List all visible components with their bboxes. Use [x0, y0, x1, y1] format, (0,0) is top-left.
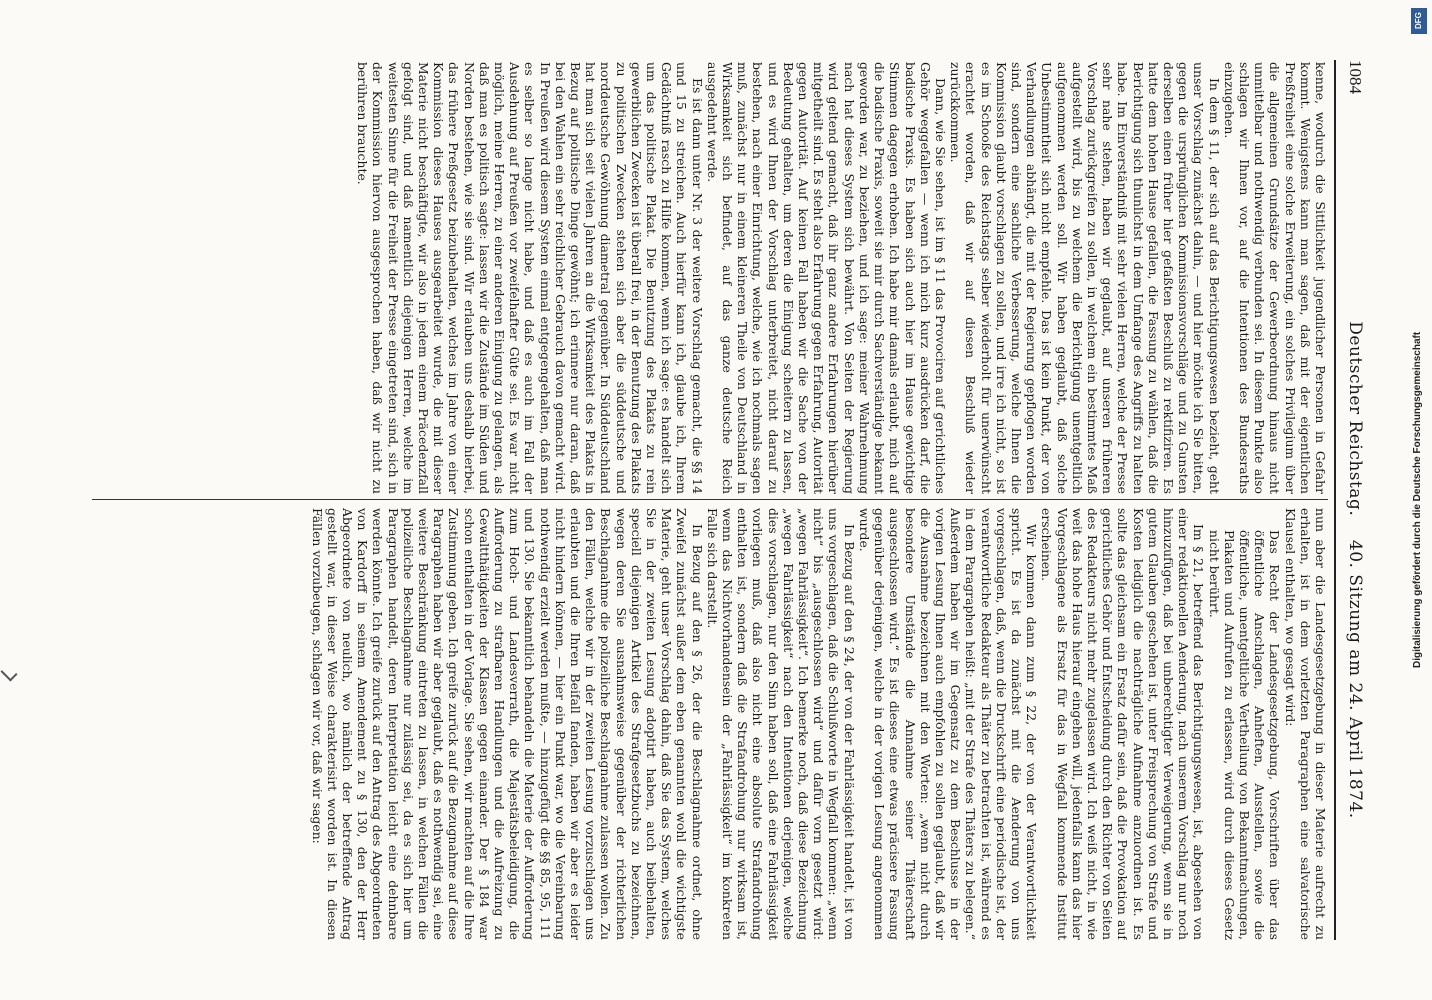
journal-title: Deutscher Reichstag. [1345, 321, 1365, 517]
running-title [1345, 320, 1365, 820]
header-rule [1334, 60, 1336, 940]
paragraph: In dem § 11, der sich auf das Berichtigungswesen bezieht, geht unser Vorschlag zunächst dahin, — und hier möchte ich Sie bitten, gegen die ursprünglichen Kommissionsvorschläge und zu Gunsten derselben einen früher hier gefaßten Beschluß zu rektifiziren. Es hatte dem hohen Hause gefallen, die Fassung zu wählen, daß die Berichtigung sich thunlichst in dem Umfange des Angriffs zu halten habe. Im Einverständniß mit sehr vielen Herren, welche der Presse sehr nahe stehen, haben wir geglaubt, auf unseren früheren Vorschlag zurückgreifen zu sollen, in welchem ein bestimmtes Maß aufgestellt wird, bis zu welchem die Berichtigung unentgeltlich aufgenommen werden soll. Wir haben geglaubt, daß solche Unbestimmtheit sich nicht empfehle. Das ist kein Punkt, der von Verhandlungen abhängt, die mit der Regierung gepflogen worden sind, sondern eine sachliche Verbesserung, welche Ihnen die Kommission glaubt vorschlagen zu sollen, und irre ich nicht, so ist es im Schooße des Reichstags selber wiederholt für unerwünscht erachtet worden, daß wir auf diesen Beschluß wieder zurückkommen. [948, 62, 1222, 494]
right-column [90, 508, 1328, 940]
credit-text: Digitalisierung gefördert durch die Deutsche Forschungsgemeinschaft [1412, 331, 1423, 669]
left-column [90, 62, 1328, 494]
quoted-clause: Das Recht der Landesgesetzgebung, Vorschriften über das öffentliche Anschlagen, Anheften, Ausstellen, sowie die öffentliche, unentgeltliche Vertheilung von Bekanntmachungen, Plakaten und Aufrufen zu erlassen, wird durch dieses Gesetz nicht berührt. [1206, 530, 1283, 940]
paragraph: kenne, wodurch die Sittlichkeit jugendlicher Personen in Gefahr kommt. Wenigstens kann man sagen, daß mit der eigentlichen Preßfreiheit eine solche Erweiterung, ein solches Privilegium über die allgemeinen Grundsätze der Gewerbeordnung hinaus nicht unmittelbar und nothwendig verbunden sei. In diesem Punkte also schlagen wir Ihnen vor, auf die Intentionen des Bundesraths einzugehen. [1221, 62, 1328, 494]
dfg-badge: DFG [1411, 8, 1427, 34]
paragraph: In Bezug auf den § 26, der die Beschlagnahme ordnet, ohne Zweifel zunächst außer dem eben genannten wohl die wichtigste Materie, geht unser Vorschlag dahin, daß Sie das System, welches Sie in der zweiten Lesung adoptirt haben, auch beibehalten, speciell diejenigen Artikel des Strafgesetzbuchs zu bezeichnen, wegen deren Sie ausnahmsweise gegenüber der richterlichen Beschlagnahme die polizeiliche Beschlagnahme zulassen wollen. Zu den Fällen, welche wir in der zweiten Lesung vorzuschlagen uns erlaubten und die Ihren Beifall fanden, haben wir aber es leider nicht hindern können, — hier ein Punkt war, wo die Vereinbarung nothwendig erzielt werden mußte, — hinzugefügt die §§ 85, 95, 111 und 130. Sie bekanntlich behandeln die Materie der Aufforderung zum Hoch- und Landesverrath, die Majestätsbeleidigung, die Aufforderung zu strafbaren Handlungen und die Aufreizung zu Gewaltthätigkeiten der Klassen gegen einander. Der § 184 war schon enthalten in der Vorlage. Sie sehen, wir machten auf die Ihre Zustimmung geben. Ich greife zurück auf die Bezugnahme auf diese Paragraphen haben wir aber geglaubt, daß es nothwendig sei, eine weitere Beschränkung eintreten zu lassen, in welchen Fällen die polizeiliche Beschlagnahme nur zulässig sei, da es sich hier um Paragraphen handelt, deren Interpretation leicht eine dehnbare werden könnte. Ich greife zurück auf den Antrag des Abgeordneten von Kardorff in seinem Amendement zu § 130, den der Herr Abgeordnete von neulich, wo nämlich der betreffende Antrag gestellt war, in dieser Weise charakterisirt worden ist. In diesen Fällen vorzubeugen, schlagen wir vor, daß wir sagen: [309, 508, 705, 940]
paragraph: Im § 21, betreffend das Berichtigungswesen, ist, abgesehen von einer redaktionellen Aenderung, nach unserem Vorschlag nur noch hinzuzufügen, daß bei unberechtigter Verweigerung, wenn sie in gutem Glauben geschehen ist, unter Freisprechung von Strafe und Kosten lediglich die nachträgliche Aufnahme anzuordnen ist. Es sollte das gleichsam ein Ersatz dafür sein, daß die Provokation auf gerichtliches Gehör und Entscheidung durch den Richter von Seiten des Redakteurs nicht mehr zugelassen wird. Ich weiß nicht, in wie weit das hohe Haus hierauf eingehen will, jedenfalls kann das hier Vorgeschlagene als Ersatz für das in Wegfall kommende Institut erscheinen. [1039, 508, 1207, 940]
paragraph: Wir kommen dann zum § 22, der von der Verantwortlichkeit spricht. Es ist da zunächst mit die Aenderung von uns vorgeschlagen, daß, wenn die Druckschrift eine periodische ist, der verantwortliche Redakteur als Thäter zu betrachten ist, während es in dem Paragraphen heißt: „mit der Strafe des Thäters zu belegen.“ Außerdem haben wir im Gegensatz zu dem Beschlusse in der vorigen Lesung Ihnen auch empfohlen zu sollen geglaubt, daß wir die Ausnahme bezeichnen mit den Worten: „wenn nicht durch besondere Umstände die Annahme seiner Thäterschaft ausgeschlossen wird.“ Es ist dieses eine etwas präcisere Fassung gegenüber derjenigen, welche in der vorigen Lesung angenommen wurde. [856, 508, 1040, 940]
paragraph: In Bezug auf den § 24, der von der Fahrlässigkeit handelt, ist von uns vorgeschlagen, daß die Schlußworte in Wegfall kommen: „wenn nicht“ bis „ausgeschlossen wird“ und dafür vorn gesetzt wird: „wegen Fahrlässigkeit“. Ich bemerke noch, daß diese Bezeichnung „wegen Fahrlässigkeit“ nach den Intentionen derjenigen, welche dies vorschlagen, nur den Sinn haben soll, daß eine Fahrlässigkeit vorliegen muß, daß also nicht eine absolute Strafandrohung enthalten ist, sondern daß die Strafandrohung nur wirksam ist, wenn das Nichtvorhandensein der „Fahrlässigkeit“ im konkreten Falle sich darstellt. [704, 508, 857, 940]
column-divider [92, 499, 1328, 500]
page-header [1340, 60, 1370, 940]
paragraph: nun aber die Landesgesetzgebung in dieser Materie aufrecht zu erhalten, ist in dem vorletzten Paragraphen eine salvatorische Klausel enthalten, wo gesagt wird: [1282, 508, 1328, 940]
digitization-credit [1408, 8, 1430, 992]
page-number: 1084 [1346, 60, 1365, 94]
paragraph: Dann, wie Sie sehen, ist im § 11 das Provociren auf gerichtliches Gehör weggefallen — wenn ich mich kurz ausdrücken darf, die badische Praxis. Es haben sich auch hier im Hause gewichtige Stimmen dagegen erhoben. Ich habe mir damals erlaubt, mich auf die badische Praxis, soweit sie mir durch Sachverständige bekannt geworden war, zu beziehen, und ich sage: meiner Wahrnehmung nach hat dieses System sich bewährt. Von Seiten der Regierung wird geltend gemacht, daß ihr ganz andere Erfahrungen hierüber mitgetheilt sind. Es steht also Erfahrung gegen Erfahrung, Autorität gegen Autorität. Auf keinen Fall haben wir die Sache von der Bedeutung gehalten, um deren die Einigung scheitern zu lassen, und es wird Ihnen der Vorschlag unterbreitet, nicht darauf zu bestehen, nach einer Einrichtung, welche, wie ich nochmals sagen muß, zunächst nur in einem kleineren Theile von Deutschland in Wirksamkeit sich befindet, auf das ganze deutsche Reich ausgedehnt werde. [704, 62, 948, 494]
session-title: 40. Sitzung am 24. April 1874. [1345, 539, 1365, 819]
paragraph: Es ist dann unter Nr. 3 der weitere Vorschlag gemacht, die §§ 14 und 15 zu streichen. Auch hierfür kann ich, glaube ich, Ihrem Gedächtniß rasch zu Hilfe kommen, wenn ich sage: es handelt sich um das politische Plakat. Die Benutzung des Plakats zu rein gewerblichen Zwecken ist überall frei, in der Benutzung des Plakats zu politischen Zwecken stehen sich aber die süddeutsche und norddeutsche Gewöhnung diametral gegenüber. In Süddeutschland hat man sich seit vielen Jahren an die Wirksamkeit des Plakats in Bezug auf politische Dinge gewöhnt; ich erinnere nur daran, daß bei den Wahlen ein sehr reichlicher Gebrauch davon gemacht wird. In Preußen wird diesem System einmal entgegengehalten, daß man es selber so lange nicht habe, und daß es auch im Fall der Ausdehnung auf Preußen vor zweifelhafter Güte sei. Es war nicht möglich, meine Herren, zu einer anderen Einigung zu gelangen, als daß man es politisch sagte: lassen wir die Zustände im Süden und Norden bestehen, wie sie sind. Wir erlauben uns deshalb hierbei, das frühere Preßgesetz beizubehalten, welches im Jahre von einer Kommission dieses Hauses ausgearbeitet wurde, die mit dieser Materie nicht beschäftigte, wir also in jedem einem Präcedenzfall gefolgt sind, und daß namentlich diejenigen Herren, welche im weitesten Sinne für die Freiheit der Presse eingetreten sind, sich in der Kommission hiervon ausgesprochen haben, daß wir nicht zu berühren brauchte. [355, 62, 705, 494]
